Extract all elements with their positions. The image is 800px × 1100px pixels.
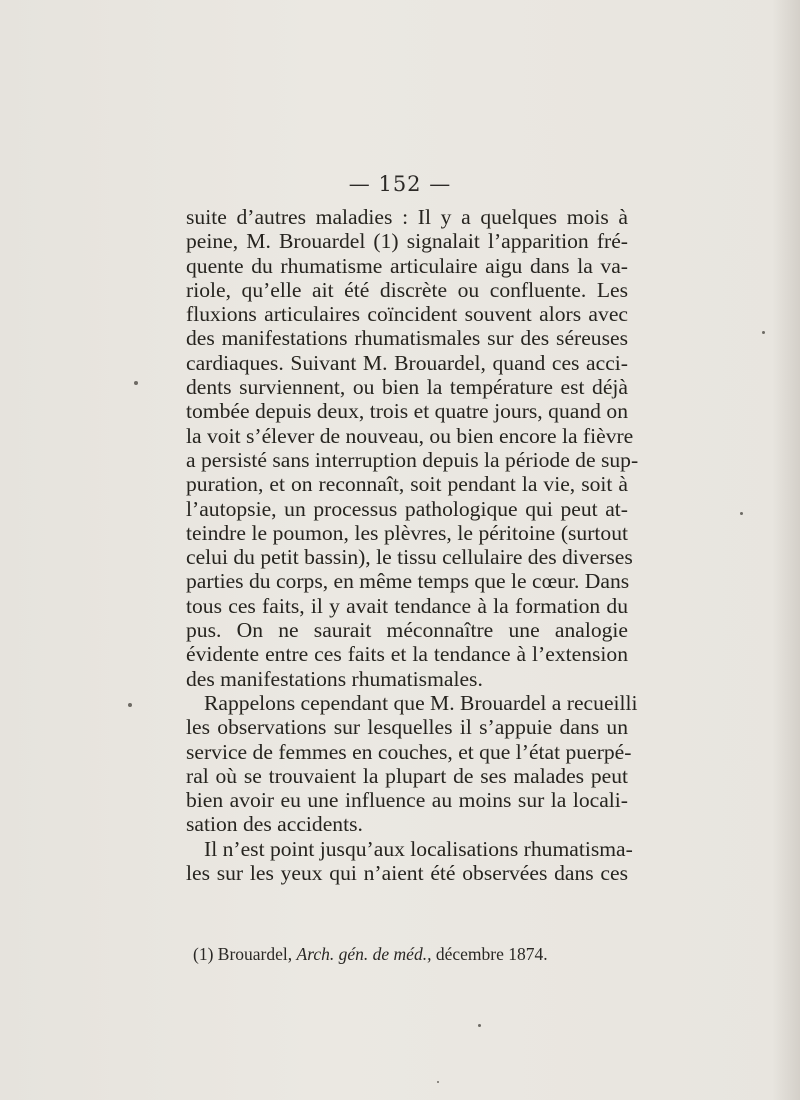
footnote-journal: Arch. gén. de méd., [296,944,432,964]
text-line: dents surviennent, ou bien la température est déjà [186,375,628,400]
text-line: suite d’autres maladies : Il y a quelques mois à [186,205,628,229]
paper-speck [762,331,765,334]
text-line: parties du corps, en même temps que le cœur. Dans [186,569,630,594]
text-line: tombée depuis deux, trois et quatre jours, quand on [186,399,628,424]
paper-speck [478,1024,481,1027]
text-line: bien avoir eu une influence au moins sur la locali- [186,788,628,813]
paper-speck [437,1081,439,1083]
paper-speck [128,703,132,707]
text-line: la voit s’élever de nouveau, ou bien encore la fièvre [186,423,634,448]
text-line: a persisté sans interruption depuis la période de sup- [186,447,639,472]
text-line: Rappelons cependant que M. Brouardel a recueilli [204,690,638,715]
text-line: l’autopsie, un processus pathologique qui peut at- [186,496,628,521]
text-line: teindre le poumon, les plèvres, le péritoine (surtout [186,520,628,545]
text-line: des manifestations rhumatismales. [186,666,483,691]
text-line: celui du petit bassin), le tissu cellulaire des diverses [186,545,633,570]
text-line: peine, M. Brouardel (1) signalait l’apparition fré- [186,229,628,254]
text-line: puration, et on reconnaît, soit pendant la vie, soit à [186,472,628,497]
text-line: pus. On ne saurait méconnaître une analogie [186,618,628,643]
text-line: Il n’est point jusqu’aux localisations rhumatisma- [204,836,633,861]
body-text [186,205,639,886]
paper-speck [740,512,743,515]
text-line: riole, qu’elle ait été discrète ou confluente. Les [186,277,628,302]
text-line: service de femmes en couches, et que l’état puerpé- [186,739,632,764]
footnote [193,944,548,965]
footnote-date: décembre 1874. [435,944,548,964]
text-line: les sur les yeux qui n’aient été observées dans ces [186,861,628,886]
text-line: fluxions articulaires coïncident souvent alors avec [186,302,628,327]
page-edge-shadow [772,0,800,1100]
text-line: quente du rhumatisme articulaire aigu dans la va- [186,253,628,278]
page-number: — 152 — [348,172,452,196]
text-line: des manifestations rhumatismales sur des séreuses [186,326,628,351]
text-line: les observations sur lesquelles il s’appuie dans un [186,715,628,740]
text-line: cardiaques. Suivant M. Brouardel, quand ces acci- [186,350,628,375]
text-line: tous ces faits, il y avait tendance à la formation du [186,593,628,618]
paper-speck [134,381,138,385]
footnote-author: (1) Brouardel, [193,944,293,964]
text-line: sation des accidents. [186,812,363,837]
text-line: ral où se trouvaient la plupart de ses malades peut [186,763,628,788]
text-line: évidente entre ces faits et la tendance à l’extension [186,642,628,667]
